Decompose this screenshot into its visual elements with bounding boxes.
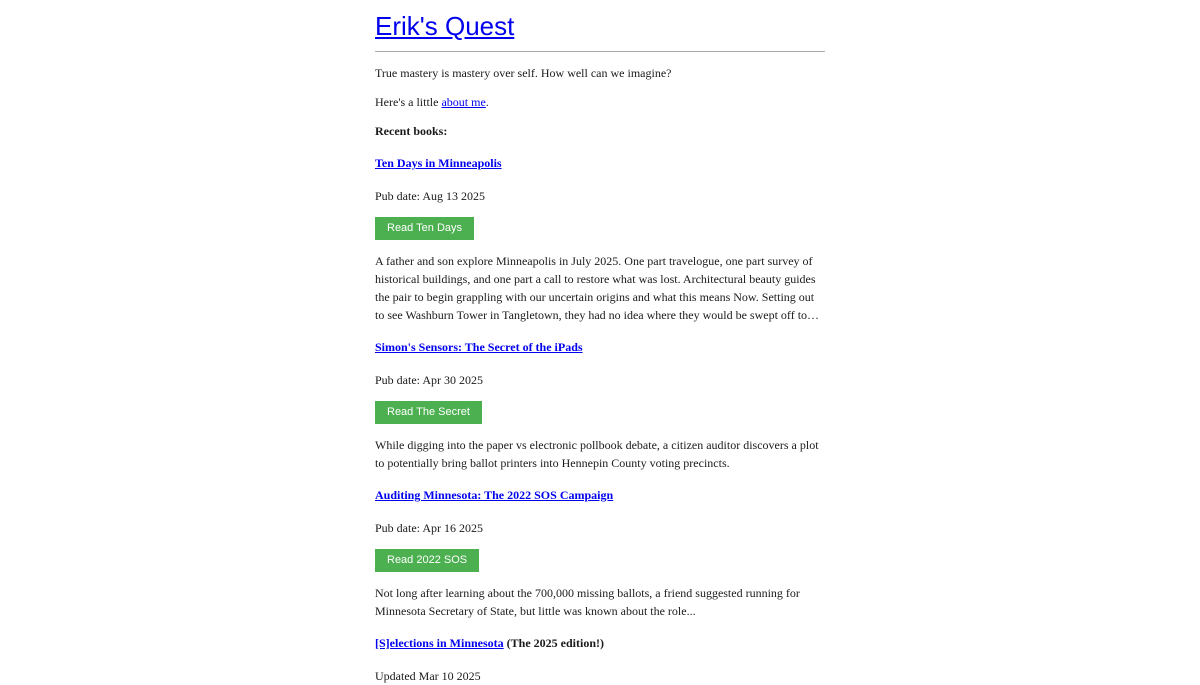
site-title [375,11,825,41]
book-title [375,486,825,504]
book-title [375,154,825,172]
site-title-link[interactable]: Erik's Quest [375,11,515,41]
about-line [375,93,825,111]
header-divider [375,51,825,52]
pub-date: Pub date: Apr 30 2025 [375,373,483,387]
book-description: A father and son explore Minneapolis in July 2025. One part travelogue, one part survey of historical buildings, and one part a call to restore what was lost. Architectural beauty guides the pair to begin grappling with our uncertain origins and what this means Now. Setting out to see Washburn Tower in Tangletown, they had no idea where they would be swept off to… [375,254,820,322]
tagline: True mastery is mastery over self. How well can we imagine? [375,66,672,80]
pub-date: Pub date: Aug 13 2025 [375,189,485,203]
read-book-button[interactable]: Read The Secret [375,401,482,424]
book-entry [375,154,825,324]
book-title [375,338,825,356]
book-entry [375,634,825,685]
read-book-button[interactable]: Read Ten Days [375,217,474,240]
book-description: While digging into the paper vs electronic pollbook debate, a citizen auditor discovers a plot to potentially bring ballot printers into Hennepin County voting precincts. [375,438,819,470]
book-entry [375,338,825,472]
book-title-link[interactable]: Simon's Sensors: The Secret of the iPads [375,340,583,354]
book-title-suffix: (The 2025 edition!) [503,636,605,650]
page-container [375,0,825,685]
book-entry [375,486,825,620]
about-me-link[interactable]: about me [441,95,486,109]
about-suffix: . [485,95,489,109]
book-title-link[interactable]: Auditing Minnesota: The 2022 SOS Campaign [375,488,614,502]
recent-books-heading: Recent books: [375,124,448,138]
pub-date: Pub date: Apr 16 2025 [375,521,483,535]
book-title-link[interactable]: [S]elections in Minnesota [375,636,504,650]
book-title-link[interactable]: Ten Days in Minneapolis [375,156,502,170]
read-book-button[interactable]: Read 2022 SOS [375,549,479,572]
book-description: Not long after learning about the 700,000 missing ballots, a friend suggested running for Minnesota Secretary of State, but little was known about the role... [375,586,800,618]
pub-date: Updated Mar 10 2025 [375,669,481,683]
about-prefix: Here's a little [375,95,442,109]
book-title [375,634,825,652]
